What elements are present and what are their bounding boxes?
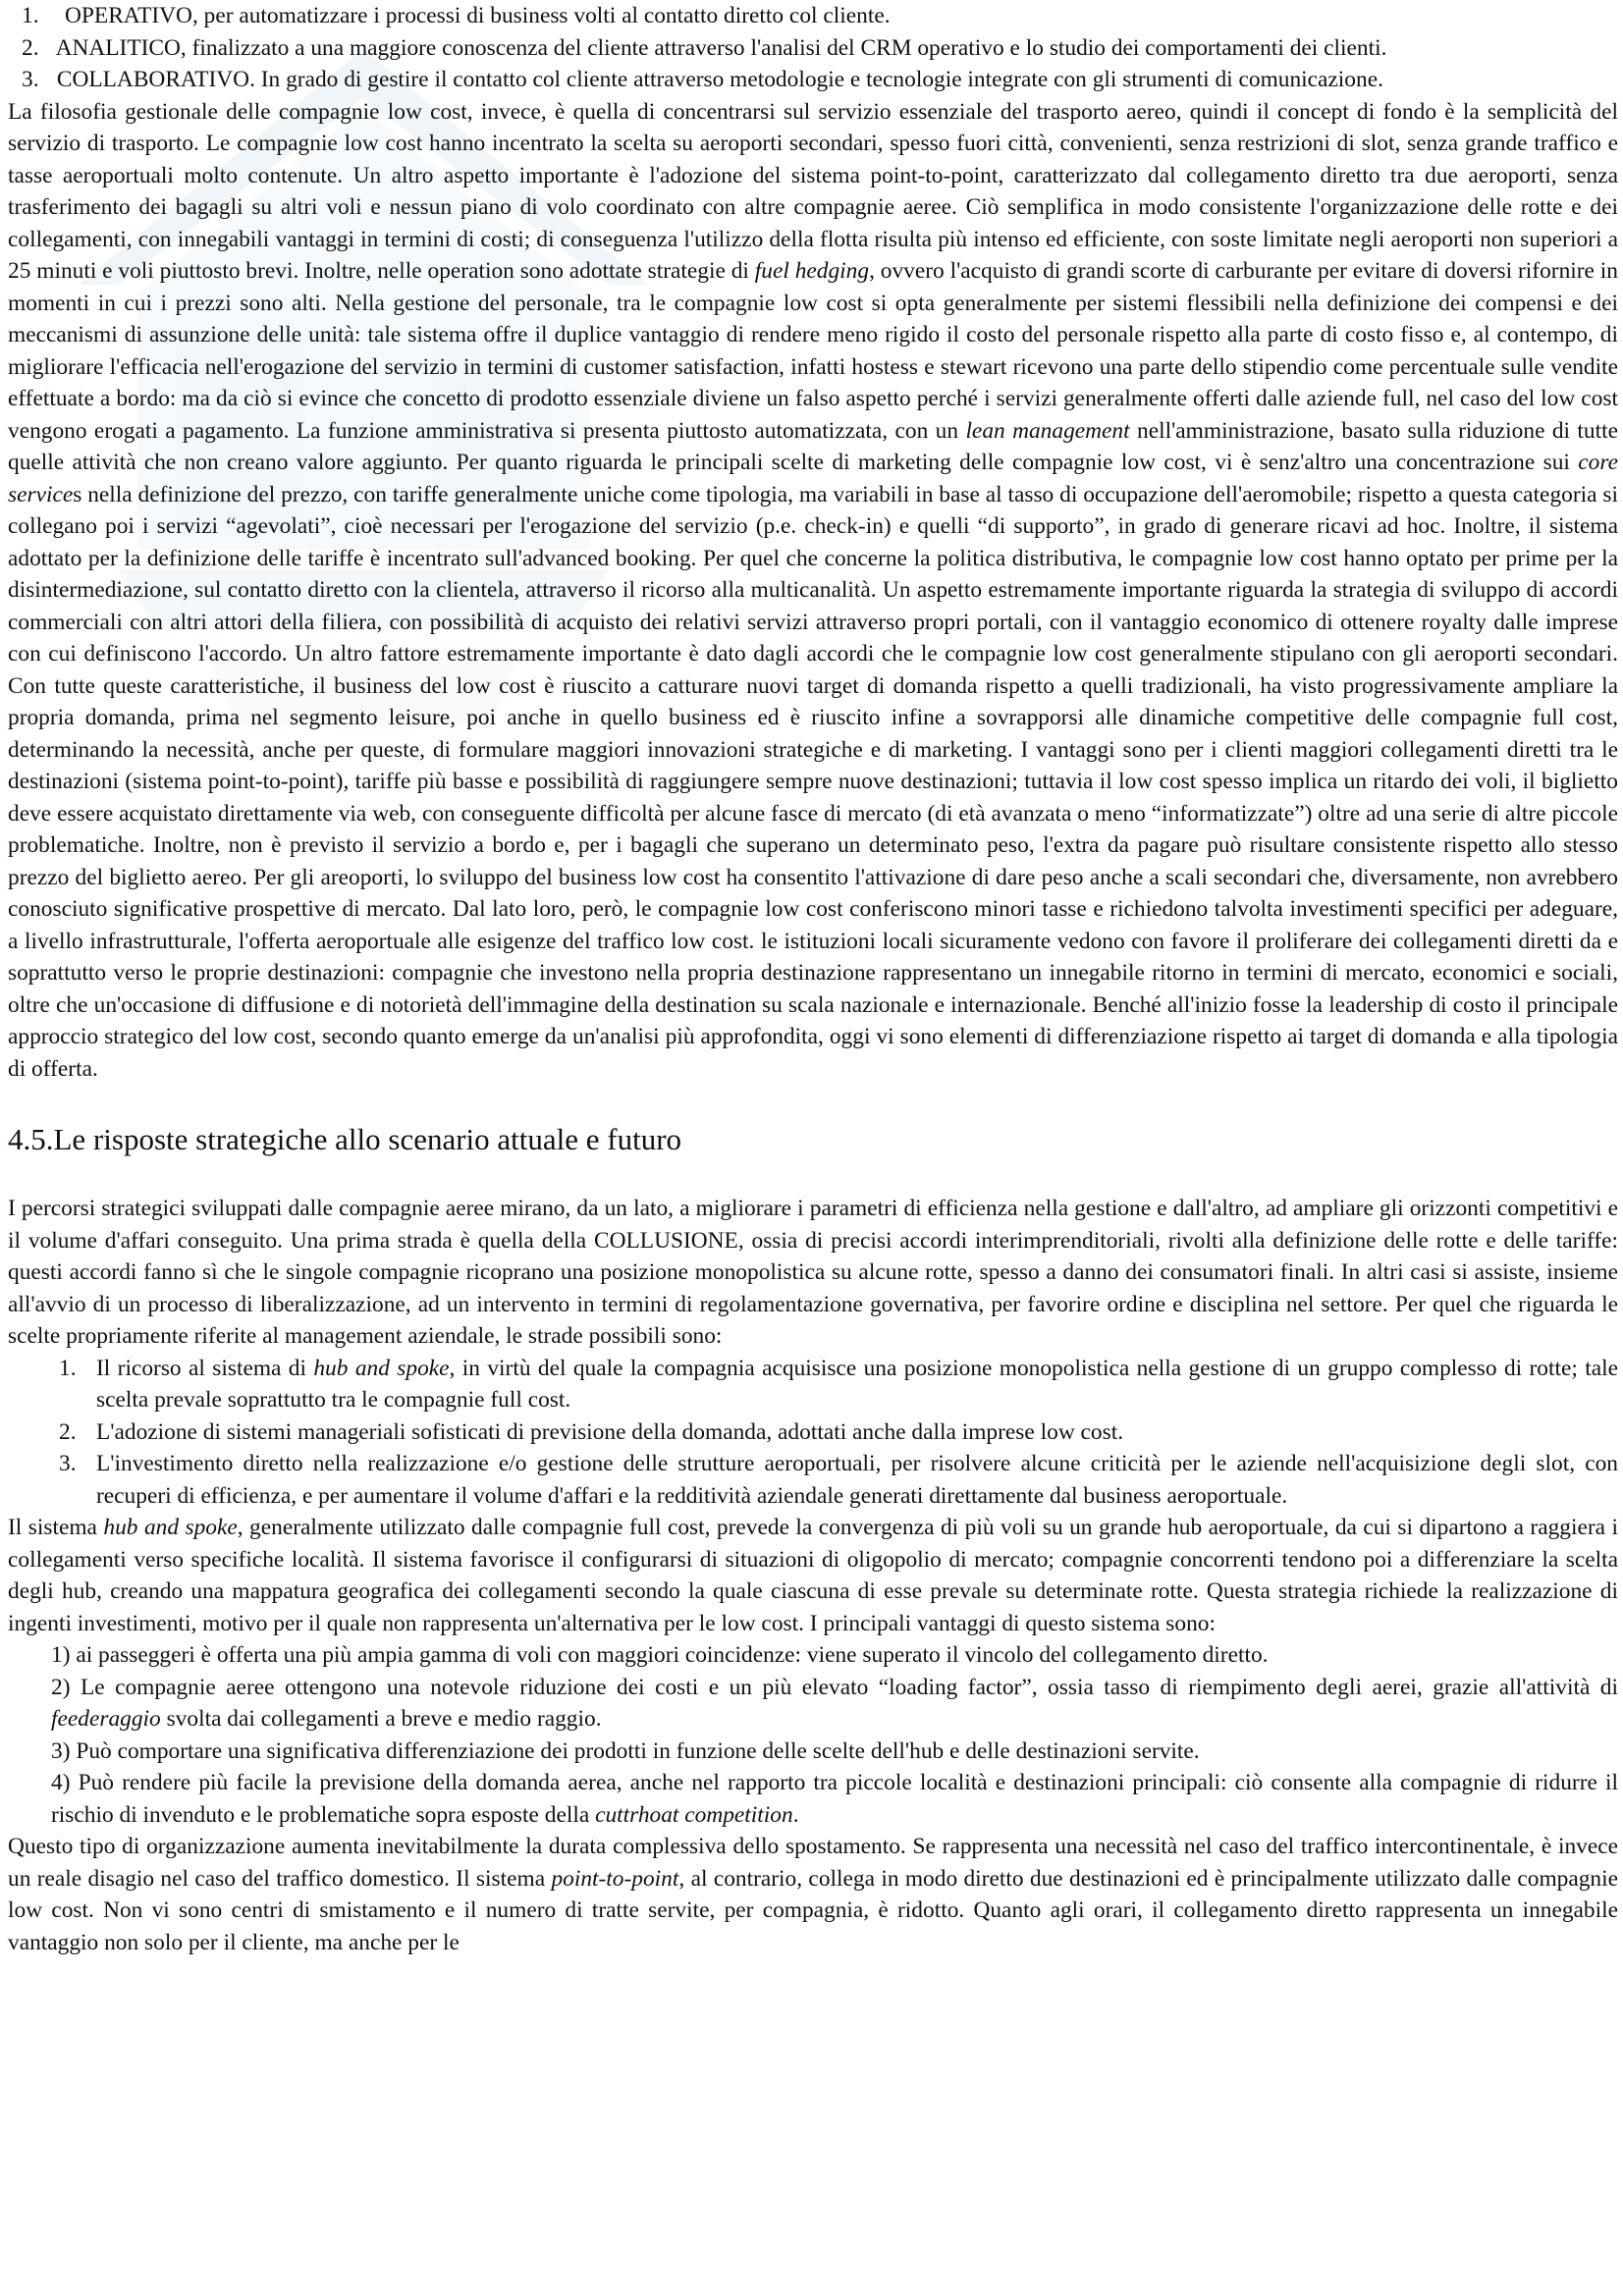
list-number: 1. [22,3,39,28]
list-number: 3. [59,1451,77,1476]
text-run: nell'amministrazione, basato sulla riduzione di tutte quelle attività che non creano valore aggiunto. Per quanto riguarda le principali scelte di marketing delle compagnie low cost, vi è senz'altro una concentrazione sui [8,417,1618,475]
paragraph-hub-and-spoke: Il sistema hub and spoke, generalmente utilizzato dalle compagnie full cost, prevede la convergenza di più voli su un grande hub aeroportuale, da cui si dipartono a raggiera i collegamenti verso specifiche località. Il sistema favorisce il configurarsi di situazioni di oligopolio di mercato; compagnie concorrenti tendono poi a differenziare la scelta degli hub, creando una mappatura geografica dei collegamenti secondo la quale ciascuna di esse prevale su determinate rotte. Questa strategia richiede la realizzazione di ingenti investimenti, motivo per il quale non rappresenta un'alternativa per le low cost. I principali vantaggi di questo sistema sono: [8,1515,1618,1636]
advantages-list [8,1639,1618,1831]
list-item: 1) ai passeggeri è offerta una più ampia gamma di voli con maggiori coincidenze: viene superato il vincolo del collegamento diretto. [51,1642,1269,1668]
text-run: , ovvero l'acquisto di grandi scorte di carburante per evitare di doversi rifornire in momenti in cui i prezzi sono alti. Nella gestione del personale, tra le compagnie low cost si opta generalmente per sistemi flessibili nella definizione dei compensi e dei meccanismi di assunzione delle unità: tale sistema offre il duplice vantaggio di rendere meno rigido il costo del personale rispetto alla parte di costo fisso e, al contempo, di migliorare l'efficacia nell'erogazione del servizio in termini di customer satisfaction, infatti hostess e stewart ricevono una parte dello stipendio come percentuale sulle vendite effettuate a bordo: ma da ciò si evince che concetto di prodotto essenziale diviene un falso aspetto perché i servizi generalmente offerti dalle aziende full, nel caso del low cost vengono erogati a pagamento. La funzione amministrativa si presenta piuttosto automatizzata, con un [8,258,1618,444]
list-item [51,1448,1618,1512]
strategies-list [8,1353,1618,1513]
text-run: La filosofia gestionale delle compagnie low cost, invece, è quella di concentrarsi sul servizio essenziale del trasporto aereo, quindi il concept di fondo è la semplicità del servizio di trasporto. Le compagnie low cost hanno incentrato la scelta su aeroporti secondari, spesso fuori città, convenienti, senza restrizioni di slot, senza grande traffico e tasse aeroportuali molto contenute. Un altro aspetto importante è l'adozione del sistema point-to-point, caratterizzato dal collegamento diretto tra due aeroporti, senza trasferimento dei bagagli su altri voli e nessun piano di volo coordinato con altre compagnie aeree. Ciò semplifica in modo consistente l'organizzazione delle rotte e dei collegamenti, con innegabili vantaggi in termini di costi; di conseguenza l'utilizzo della flotta risulta più intenso ed efficiente, con soste limitate negli aeroporti non superiori a 25 minuti e voli piuttosto brevi. Inoltre, nelle operation sono adottate strategie di [8,98,1618,284]
list-item [8,0,1618,32]
list-item-text: ANALITICO, finalizzato a una maggiore conoscenza del cliente attraverso l'analisi del CRM operativo e lo studio dei comportamenti dei clienti. [55,34,1387,61]
list-item-text: Il ricorso al sistema di hub and spoke, in virtù del quale la compagnia acquisisce una posizione monopolistica nella gestione di un gruppo complesso di rotte; tale scelta prevale soprattutto tra le compagnie full cost. [96,1355,1619,1413]
list-number: 2. [59,1418,77,1445]
list-item-text: COLLABORATIVO. In grado di gestire il contatto col cliente attraverso metodologie e tecnologie integrate con gli strumenti di comunicazione. [56,67,1383,92]
emphasis: core service [8,450,1618,507]
document-body [8,0,1618,1958]
list-item [51,1353,1618,1416]
emphasis: lean management [965,417,1130,444]
section-heading: 4.5.Le risposte strategiche allo scenario attuale e futuro [8,1122,682,1156]
list-item [8,32,1618,65]
paragraph-point-to-point: Questo tipo di organizzazione aumenta inevitabilmente la durata complessiva dello spostamento. Se rappresenta una necessità nel caso del traffico intercontinentale, è invece un reale disagio nel caso del traffico domestico. Il sistema point-to-point, al contrario, collega in modo diretto due destinazioni ed è principalmente utilizzato dalle compagnie low cost. Non vi sono centri di smistamento e il numero di tratte servite, per compagnia, è ridotto. Quanto agli orari, il collegamento diretto rappresenta un innegabile vantaggio non solo per il cliente, ma anche per le [8,1834,1618,1955]
list-item: 2) Le compagnie aeree ottengono una notevole riduzione dei costi e un più elevato “loading factor”, ossia tasso di riempimento degli aerei, grazie all'attività di feederaggio svolta dai collegamenti a breve e medio raggio. [51,1674,1618,1732]
list-number: 3. [22,67,39,92]
list-item [8,64,1618,96]
list-number: 1. [59,1355,77,1381]
crm-types-list [8,0,1618,96]
list-item-text: OPERATIVO, per automatizzare i processi di business volti al contatto diretto col cliente. [65,3,891,28]
list-item: 4) Può rendere più facile la previsione della domanda aerea, anche nel rapporto tra piccole località e destinazioni principali: ciò consente alla compagnie di ridurre il rischio di invenduto e le problematiche sopra esposte della cuttrhoat competition. [51,1770,1618,1828]
list-item-text: L'investimento diretto nella realizzazione e/o gestione delle strutture aeroportuali, per risolvere alcune criticità per le aziende nell'acquisizione degli slot, con recuperi di efficienza, e per aumentare il volume d'affari e la redditività aziendale generati direttamente dal business aeroportuale. [96,1451,1618,1509]
text-run: s nella definizione del prezzo, con tariffe generalmente uniche come tipologia, ma variabili in base al tasso di occupazione dell'aeromobile; rispetto a questa categoria si collegano poi i servizi “agevolati”, cioè necessari per l'erogazione del servizio (p.e. check-in) e quelli “di supporto”, in grado di generare ricavi ad hoc. Inoltre, il sistema adottato per la definizione delle tariffe è incentrato sull'advanced booking. Per quel che concerne la politica distributiva, le compagnie low cost hanno optato per prime per la disintermediazione, sul contatto diretto con la clientela, attraverso il ricorso alla multicanalità. Un aspetto estremamente importante riguarda la strategia di sviluppo di accordi commerciali con altri attori della filiera, con possibilità di acquisto dei relativi servizi attraverso propri portali, con il vantaggio economico di ottenere royalty dalle imprese con cui definiscono l'accordo. Un altro fattore estremamente importante è dato dagli accordi che le compagnie low cost generalmente stipulano con gli aeroporti secondari. Con tutte queste caratteristiche, il business del low cost è riuscito a catturare nuovi target di domanda rispetto a quelli tradizionali, ha visto progressivamente ampliare la propria domanda, prima nel segmento leisure, poi anche in quello business ed è riuscito infine a sovrapporsi alle dinamiche competitive delle compagnie full cost, determinando la necessità, anche per queste, di formulare maggiori innovazioni strategiche e di marketing. I vantaggi sono per i clienti maggiori collegamenti diretti tra le destinazioni (sistema point-to-point), tariffe più basse e possibilità di raggiungere sempre nuove destinazioni; tuttavia il low cost spesso implica un ritardo dei voli, il biglietto deve essere acquistato direttamente via web, con conseguente difficoltà per alcune fasce di mercato (di età avanzata o meno “informatizzate”) oltre ad una serie di altre piccole problematiche. Inoltre, non è previsto il servizio a bordo e, per i bagagli che superano un determinato peso, l'extra da pagare può risultare consistente rispetto allo stesso prezzo del biglietto aereo. Per gli areoporti, lo sviluppo del business low cost ha consentito l'attivazione di dare peso anche a scali secondari che, diversamente, non avrebbero conosciuto significative prospettive di mercato. Dal lato loro, però, le compagnie low cost conferiscono minori tasse e richiedono talvolta investimenti specifici per adeguare, a livello infrastrutturale, l'offerta aeroportuale alle esigenze del traffico low cost. le istituzioni locali sicuramente vedono con favore il proliferare dei collegamenti diretti da e soprattutto verso le proprie destinazioni: compagnie che investono nella propria destinazione rappresentano un innegabile ritorno in termini di mercato, economici e sociali, oltre che un'occasione di diffusione e di notorietà dell'immagine della destination su scala nazionale e internazionale. Benché all'inizio fosse la leadership di costo il principale approccio strategico del low cost, secondo quanto emerge da un'analisi più approfondita, oggi vi sono elementi di differenziazione rispetto ai target di domanda e alla tipologia di offerta. [8,481,1618,1082]
list-number: 2. [22,34,39,61]
list-item: 3) Può comportare una significativa differenziazione dei prodotti in funzione delle scelte dell'hub e delle destinazioni servite. [51,1737,1200,1764]
paragraph-low-cost [8,96,1618,1086]
list-item-text: L'adozione di sistemi manageriali sofisticati di previsione della domanda, adottati anche dalla imprese low cost. [96,1418,1124,1445]
paragraph-strategies: I percorsi strategici sviluppati dalle compagnie aeree mirano, da un lato, a migliorare i parametri di efficienza nella gestione e dall'altro, ad ampliare gli orizzonti competitivi e il volume d'affari conseguito. Una prima strada è quella della COLLUSIONE, ossia di precisi accordi interimprenditoriali, rivolti alla definizione delle rotte e delle tariffe: questi accordi fanno sì che le singole compagnie ricoprano una posizione monopolistica su alcune rotte, spesso a danno dei consumatori finali. In altri casi si assiste, insieme all'avvio di un processo di liberalizzazione, ad un intervento in termini di regolamentazione governativa, per favorire ordine e disciplina nel settore. Per quel che riguarda le scelte propriamente riferite al management aziendale, le strade possibili sono: [8,1196,1618,1349]
emphasis: fuel hedging [754,258,870,284]
list-item [51,1416,1618,1449]
